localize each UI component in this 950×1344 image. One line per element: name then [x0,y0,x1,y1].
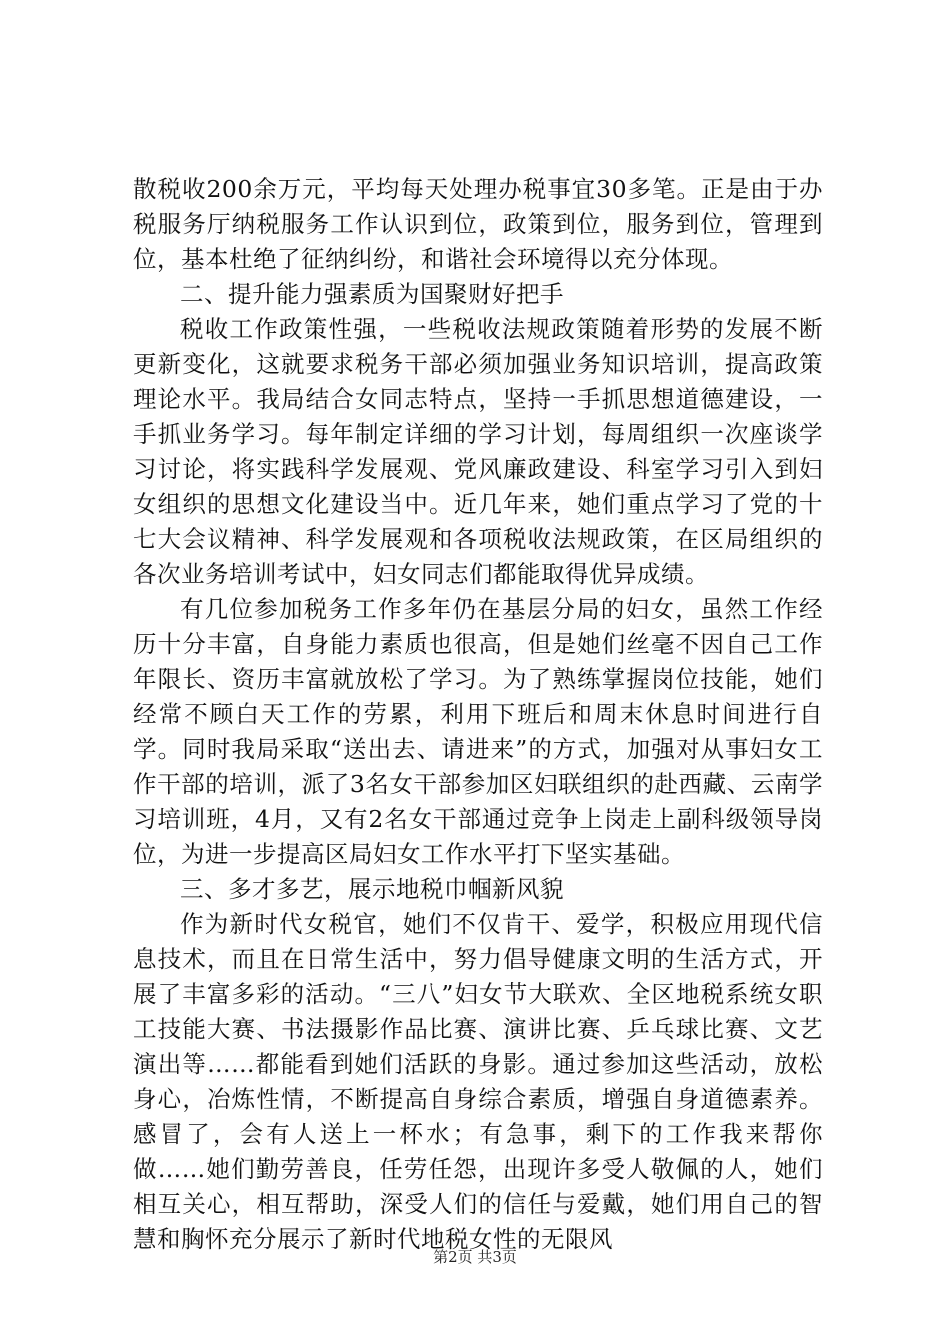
paragraph-activities: 作为新时代女税官，她们不仅肯干、爱学，积极应用现代信息技术，而且在日常生活中，努力倡导健康文明的生活方式，开展了丰富多彩的活动。“三八”妇女节大联欢、全区地税系统女职工技能大赛、书法摄影作品比赛、演讲比赛、乒乓球比赛、文艺演出等……都能看到她们活跃的身影。通过参加这些活动，放松身心，冶炼性情，不断提高自身综合素质，增强自身道德素养。感冒了，会有人送上一杯水；有急事，剩下的工作我来帮你做……她们勤劳善良，任劳任怨，出现许多受人敬佩的人，她们相互关心，相互帮助，深受人们的信任与爱戴，她们用自己的智慧和胸怀充分展示了新时代地税女性的无限风 [133,910,823,1253]
paragraph-continuation: 散税收200余万元，平均每天处理办税事宜30多笔。正是由于办税服务厅纳税服务工作认识到位，政策到位，服务到位，管理到位，基本杜绝了征纳纠纷，和谐社会环境得以充分体现。 [133,175,823,273]
section-heading-3: 三、多才多艺，展示地税巾帼新风貌 [180,875,564,903]
paragraph-grassroots-women: 有几位参加税务工作多年仍在基层分局的妇女，虽然工作经历十分丰富，自身能力素质也很高，但是她们丝毫不因自己工作年限长、资历丰富就放松了学习。为了熟练掌握岗位技能，她们经常不顾白天工作的劳累，利用下班后和周末休息时间进行自学。同时我局采取“送出去、请进来”的方式，加强对从事妇女工作干部的培训，派了3名女干部参加区妇联组织的赴西藏、云南学习培训班，4月，又有2名女干部通过竞争上岗走上副科级领导岗位，为进一步提高区局妇女工作水平打下坚实基础。 [133,595,823,868]
section-heading-2: 二、提升能力强素质为国聚财好把手 [180,280,564,308]
page-footer: 第2页 共3页 [433,1248,517,1266]
document-body [133,172,823,1257]
paragraph-policy-training: 税收工作政策性强，一些税收法规政策随着形势的发展不断更新变化，这就要求税务干部必须加强业务知识培训，提高政策理论水平。我局结合女同志特点，坚持一手抓思想道德建设，一手抓业务学习。每年制定详细的学习计划，每周组织一次座谈学习讨论，将实践科学发展观、党风廉政建设、科室学习引入到妇女组织的思想文化建设当中。近几年来，她们重点学习了党的十七大会议精神、科学发展观和各项税收法规政策，在区局组织的各次业务培训考试中，妇女同志们都能取得优异成绩。 [133,315,823,588]
